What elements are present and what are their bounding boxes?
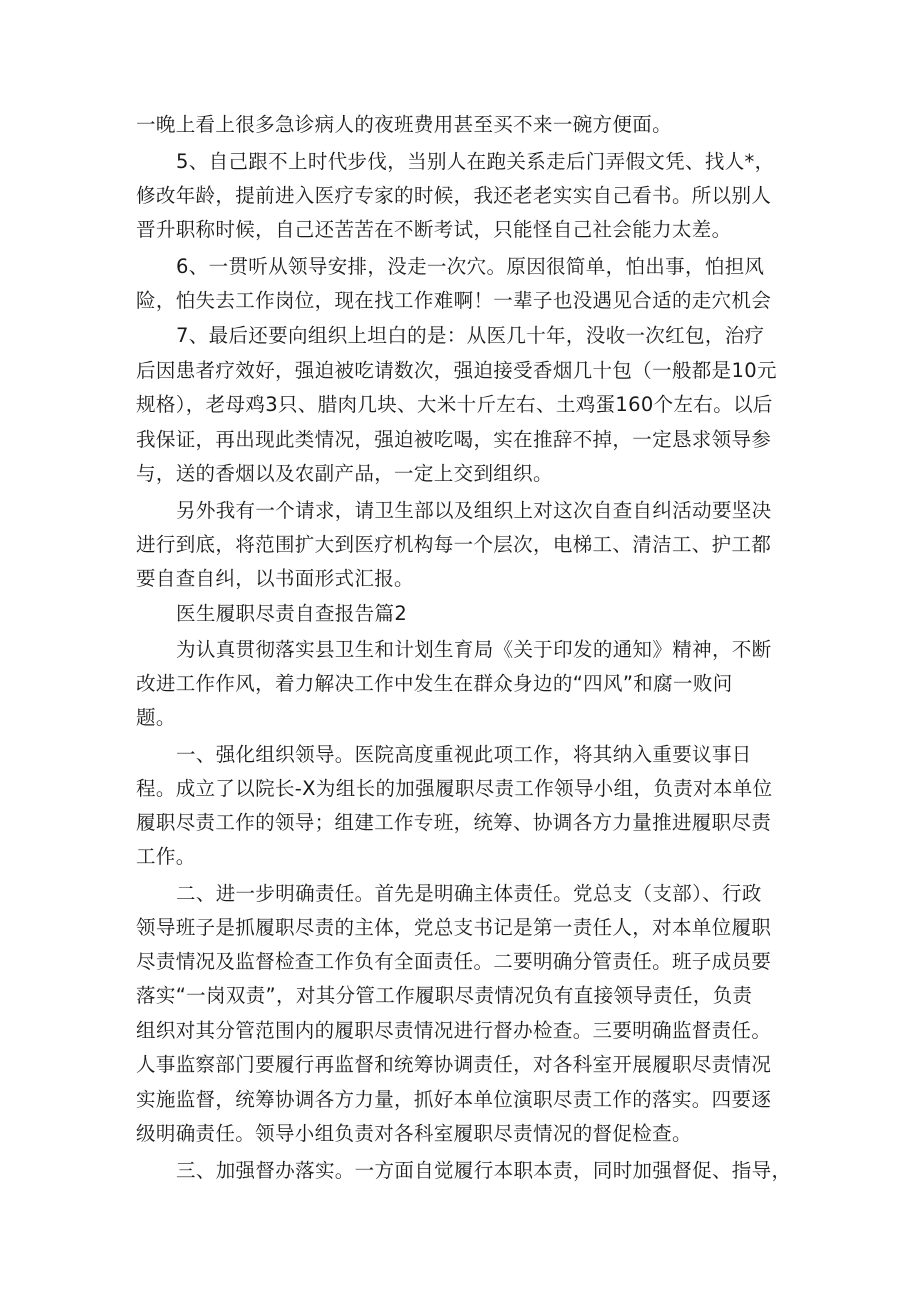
text-line: 进行到底，将范围扩大到医疗机构每一个层次，电梯工、清洁工、护工都 [136, 533, 772, 556]
text-line: 7、最后还要向组织上坦白的是：从医几十年，没收一次红包，治疗 [176, 324, 765, 347]
text-line: 一晚上看上很多急诊病人的夜班费用甚至买不来一碗方便面。 [136, 113, 672, 136]
text-line: 险，怕失去工作岗位，现在找工作难啊！一辈子也没遇见合适的走穴机会 [136, 289, 772, 312]
text-line: 履职尽责工作的领导；组建工作专班，统筹、协调各方力量推进履职尽责 [136, 811, 772, 834]
text-line: 要自查自纠，以书面形式汇报。 [136, 567, 414, 590]
text-line: 改进工作作风，着力解决工作中发生在群众身边的“四风”和腐一败问 [136, 672, 733, 695]
text-line: 落实“一岗双责”，对其分管工作履职尽责情况负有直接领导责任，负责 [136, 984, 753, 1007]
text-line: 级明确责任。领导小组负责对各科室履职尽责情况的督促检查。 [136, 1122, 692, 1145]
text-line: 后因患者疗效好，强迫被吃请数次，强迫接受香烟几十包（一般都是10元 [136, 359, 777, 382]
text-line: 人事监察部门要履行再监督和统筹协调责任，对各科室开展履职尽责情况 [136, 1053, 772, 1076]
text-line: 与，送的香烟以及农副产品，一定上交到组织。 [136, 462, 553, 485]
text-line: 领导班子是抓履职尽责的主体，党总支书记是第一责任人，对本单位履职 [136, 916, 772, 939]
text-line: 程。成立了以院长-X为组长的加强履职尽责工作领导小组，负责对本单位 [136, 777, 773, 800]
text-line: 修改年龄，提前进入医疗专家的时候，我还老老实实自己看书。所以别人 [136, 184, 772, 207]
section-heading: 医生履职尽责自查报告篇2 [176, 602, 408, 625]
text-line: 5、自己跟不上时代步伐，当别人在跑关系走后门弄假文凭、找人*， [176, 150, 775, 173]
text-line: 题。 [136, 706, 176, 729]
text-line: 三、加强督办落实。一方面自觉履行本职本责，同时加强督促、指导， [176, 1159, 792, 1182]
text-line: 实施监督，统筹协调各方力量，抓好本单位演职尽责工作的落实。四要逐 [136, 1088, 772, 1111]
text-line: 工作。 [136, 845, 196, 868]
text-line: 二、进一步明确责任。首先是明确主体责任。党总支（支部）、行政 [176, 882, 762, 905]
text-line: 组织对其分管范围内的履职尽责情况进行督办检查。三要明确监督责任。 [136, 1019, 772, 1042]
text-line: 另外我有一个请求，请卫生部以及组织上对这次自查自纠活动要坚决 [176, 499, 772, 522]
text-line: 一、强化组织领导。医院高度重视此项工作，将其纳入重要议事日 [176, 743, 752, 766]
text-line: 为认真贯彻落实县卫生和计划生育局《关于印发的通知》精神，不断 [176, 638, 772, 661]
text-line: 尽责情况及监督检查工作负有全面责任。二要明确分管责任。班子成员要 [136, 950, 772, 973]
text-line: 我保证，再出现此类情况，强迫被吃喝，实在推辞不掉，一定恳求领导参 [136, 428, 772, 451]
text-line: 6、一贯听从领导安排，没走一次穴。原因很简单，怕出事，怕担风 [176, 255, 765, 278]
text-line: 规格），老母鸡3只、腊肉几块、大米十斤左右、土鸡蛋160个左右。以后 [136, 393, 773, 416]
text-line: 晋升职称时候，自己还苦苦在不断考试，只能怪自己社会能力太差。 [136, 218, 732, 241]
